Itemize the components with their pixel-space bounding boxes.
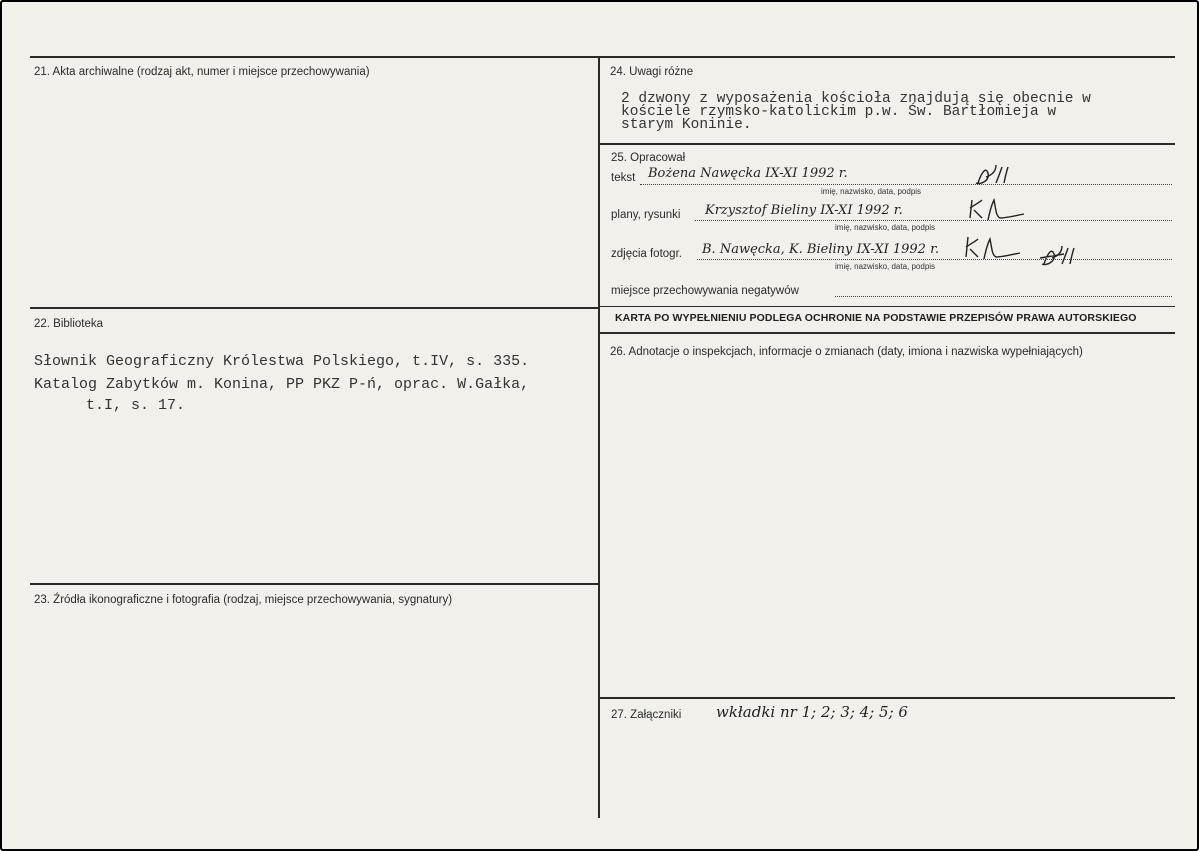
section-26-label: 26. Adnotacje o inspekcjach, informacje o zmianach (daty, imiona i nazwiska wypełniających) (610, 346, 1083, 358)
signature-tekst (972, 163, 1012, 189)
zdjecia-value: B. Nawęcka, K. Bieliny IX-XI 1992 r. (702, 242, 939, 257)
signature-zdjecia-1 (962, 233, 1026, 263)
remarks-line-2: kościele rzymsko-katolickim p.w. Św. Bartłomieja w (621, 104, 1057, 120)
zdjecia-label: zdjęcia fotogr. (611, 248, 682, 260)
rule-22 (30, 307, 599, 309)
section-25-label: 25. Opracował (611, 152, 686, 164)
section-24-label: 24. Uwagi różne (610, 66, 694, 78)
center-divider (598, 56, 600, 818)
rule-notice-top (599, 306, 1175, 307)
remarks-line-3: starym Koninie. (621, 117, 752, 133)
negatywy-label: miejsce przechowywania negatywów (611, 285, 799, 297)
tekst-line (640, 184, 1172, 185)
plany-caption: imię, nazwisko, data, podpis (835, 223, 936, 232)
library-entry-2: Katalog Zabytków m. Konina, PP PKZ P-ń, oprac. W.Gałka, (34, 376, 530, 393)
negatywy-line (835, 296, 1172, 297)
signature-zdjecia-2 (1038, 240, 1084, 270)
plany-value: Krzysztof Bieliny IX-XI 1992 r. (705, 203, 903, 218)
signature-plany (966, 196, 1030, 224)
section-21-label: 21. Akta archiwalne (rodzaj akt, numer i miejsce przechowywania) (34, 66, 370, 78)
plany-label: plany, rysunki (611, 209, 681, 221)
remarks-line-1: 2 dzwony z wyposażenia kościoła znajdują się obecnie w (621, 91, 1091, 107)
library-entry-1: Słownik Geograficzny Królestwa Polskiego, t.IV, s. 335. (34, 353, 530, 370)
tekst-label: tekst (611, 172, 636, 184)
rule-26 (599, 332, 1175, 334)
rule-25 (599, 143, 1175, 145)
plany-line (695, 220, 1172, 221)
rule-27 (599, 697, 1175, 699)
zdjecia-caption: imię, nazwisko, data, podpis (835, 262, 936, 271)
library-entry-3: t.I, s. 17. (86, 397, 186, 414)
tekst-value: Bożena Nawęcka IX-XI 1992 r. (648, 166, 848, 181)
tekst-caption: imię, nazwisko, data, podpis (821, 187, 922, 196)
section-22-label: 22. Biblioteka (34, 318, 104, 330)
zdjecia-line (697, 259, 1172, 260)
section-27-label: 27. Załączniki (611, 709, 682, 721)
section-23-label: 23. Źródła ikonograficzne i fotografia (rodzaj, miejsce przechowywania, sygnatury) (34, 594, 453, 606)
attachments-value: wkładki nr 1; 2; 3; 4; 5; 6 (716, 703, 908, 721)
top-rule (30, 56, 1175, 58)
rule-23 (30, 583, 599, 585)
copyright-notice: KARTA PO WYPEŁNIENIU PODLEGA OCHRONIE NA PODSTAWIE PRZEPISÓW PRAWA AUTORSKIEGO (615, 312, 1137, 324)
